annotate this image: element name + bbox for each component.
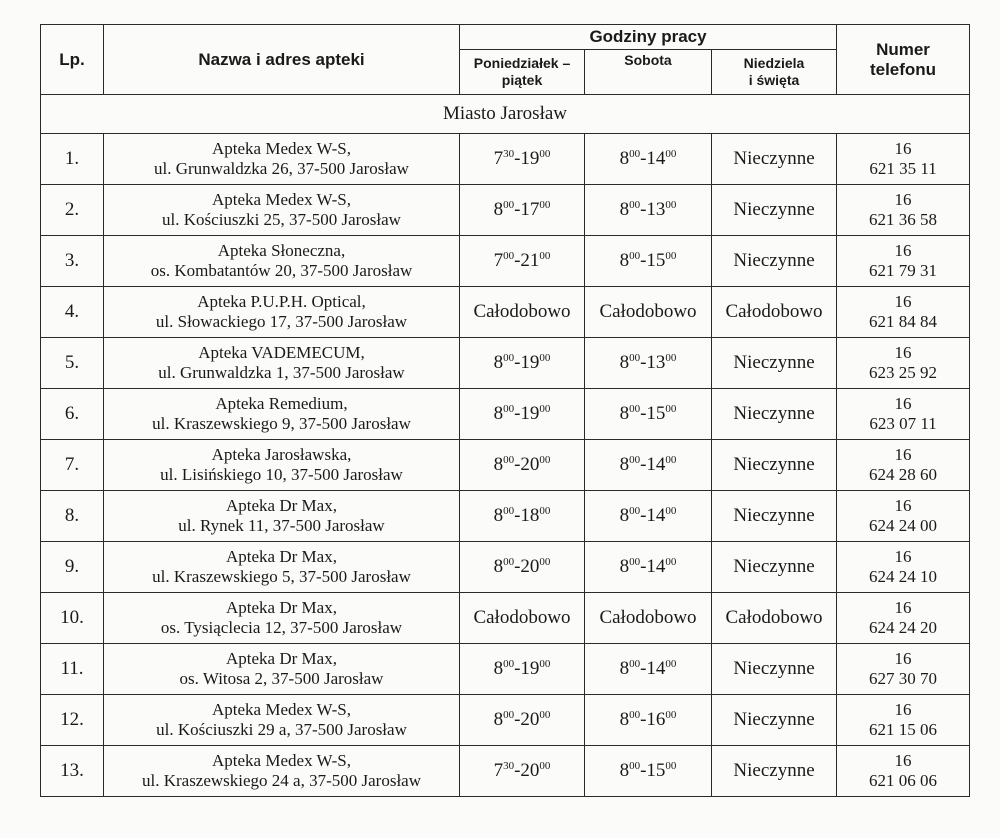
open-minute: 00: [629, 199, 641, 211]
open-minute: 00: [503, 199, 515, 211]
pharmacy-cell: [104, 440, 460, 491]
phone-area-code: 16: [894, 547, 912, 566]
pharmacy-name: Apteka Dr Max,: [226, 547, 337, 566]
phone-number: 624 24 20: [869, 618, 938, 637]
row-number: 9.: [41, 542, 104, 593]
close-minute: 00: [539, 199, 551, 211]
table-row: [41, 338, 970, 389]
phone-number: 621 06 06: [869, 771, 938, 790]
close-minute: 00: [665, 403, 677, 415]
saturday-hours: $8^{00}-14^{00}$: [585, 134, 712, 185]
weekday-hours: $8^{00}-20^{00}$: [460, 695, 585, 746]
phone-area-code: 16: [894, 649, 912, 668]
phone-area-code: 16: [894, 343, 912, 362]
pharmacy-cell: [104, 491, 460, 542]
close-minute: 00: [665, 250, 677, 262]
table-row: [41, 236, 970, 287]
pharmacy-name: Apteka P.U.P.H. Optical,: [197, 292, 366, 311]
sunday-hours: Nieczynne: [712, 338, 837, 389]
saturday-hours: $8^{00}-14^{00}$: [585, 644, 712, 695]
weekday-hours: $7^{00}-21^{00}$: [460, 236, 585, 287]
phone-cell: [837, 593, 970, 644]
table-row: [41, 440, 970, 491]
row-number: 12.: [41, 695, 104, 746]
pharmacy-cell: [104, 134, 460, 185]
weekday-hours: $8^{00}-20^{00}$: [460, 542, 585, 593]
sunday-hours: Nieczynne: [712, 389, 837, 440]
close-hour: 14: [646, 556, 666, 577]
pharmacy-address: ul. Kraszewskiego 24 a, 37-500 Jarosław: [141, 771, 421, 790]
row-number: 1.: [41, 134, 104, 185]
weekday-hours: $8^{00}-17^{00}$: [460, 185, 585, 236]
sunday-hours: Nieczynne: [712, 695, 837, 746]
header-sunday: [712, 50, 837, 95]
phone-number: 623 07 11: [869, 414, 937, 433]
phone-number: 621 35 11: [869, 159, 937, 178]
row-number: 13.: [41, 746, 104, 797]
open-hour: 8: [493, 352, 504, 373]
section-title: Miasto Jarosław: [41, 95, 970, 134]
close-hour: 15: [646, 760, 666, 781]
table-row: [41, 491, 970, 542]
close-hour: 13: [646, 199, 666, 220]
pharmacy-address: ul. Kościuszki 25, 37-500 Jarosław: [162, 210, 401, 229]
row-number: 2.: [41, 185, 104, 236]
open-minute: 00: [629, 148, 641, 160]
pharmacy-cell: [104, 746, 460, 797]
pharmacy-address: ul. Kraszewskiego 9, 37-500 Jarosław: [152, 414, 411, 433]
open-minute: 00: [629, 709, 641, 721]
close-minute: 00: [539, 658, 551, 670]
pharmacy-name: Apteka Medex W-S,: [212, 700, 351, 719]
table-row: [41, 644, 970, 695]
close-hour: 20: [520, 709, 540, 730]
open-hour: 8: [493, 658, 504, 679]
table-body: [41, 95, 970, 797]
phone-cell: [837, 644, 970, 695]
open-hour: 7: [493, 250, 504, 271]
open-minute: 00: [629, 454, 641, 466]
phone-number: 621 84 84: [869, 312, 938, 331]
header-lp: Lp.: [41, 25, 104, 95]
open-hour: 8: [493, 454, 504, 475]
row-number: 10.: [41, 593, 104, 644]
close-hour: 14: [646, 148, 666, 169]
header-phone: [837, 25, 970, 95]
saturday-hours: $8^{00}-16^{00}$: [585, 695, 712, 746]
close-minute: 00: [665, 454, 677, 466]
sunday-hours: Nieczynne: [712, 185, 837, 236]
sunday-hours: Całodobowo: [712, 287, 837, 338]
phone-area-code: 16: [894, 190, 912, 209]
weekday-hours: $8^{00}-20^{00}$: [460, 440, 585, 491]
pharmacy-cell: [104, 644, 460, 695]
table-row: [41, 542, 970, 593]
open-hour: 8: [619, 250, 630, 271]
header-weekday: [460, 50, 585, 95]
open-minute: 00: [503, 454, 515, 466]
close-minute: 00: [539, 352, 551, 364]
pharmacy-name: Apteka Medex W-S,: [212, 190, 351, 209]
pharmacy-name: Apteka Dr Max,: [226, 598, 337, 617]
weekday-hours: $7^{30}-20^{00}$: [460, 746, 585, 797]
open-hour: 8: [619, 148, 630, 169]
open-minute: 00: [629, 505, 641, 517]
close-hour: 19: [520, 352, 540, 373]
close-hour: 15: [646, 403, 666, 424]
sunday-hours: Nieczynne: [712, 134, 837, 185]
table-row: [41, 695, 970, 746]
header-weekday-line1: Poniedziałek –: [473, 55, 571, 71]
open-minute: 00: [503, 250, 515, 262]
phone-number: 624 24 00: [869, 516, 938, 535]
phone-number: 621 79 31: [869, 261, 938, 280]
saturday-hours: $8^{00}-13^{00}$: [585, 338, 712, 389]
pharmacy-cell: [104, 593, 460, 644]
pharmacy-address: os. Tysiąclecia 12, 37-500 Jarosław: [160, 618, 403, 637]
saturday-hours: $8^{00}-15^{00}$: [585, 746, 712, 797]
open-hour: 8: [619, 352, 630, 373]
phone-number: 624 24 10: [869, 567, 938, 586]
phone-number: 623 25 92: [869, 363, 938, 382]
pharmacy-address: ul. Kościuszki 29 a, 37-500 Jarosław: [156, 720, 407, 739]
open-minute: 00: [503, 709, 515, 721]
header-sunday-line2: i święta: [748, 72, 800, 88]
saturday-hours: $8^{00}-13^{00}$: [585, 185, 712, 236]
open-hour: 8: [619, 403, 630, 424]
open-hour: 8: [493, 709, 504, 730]
pharmacy-name: Apteka Medex W-S,: [212, 751, 351, 770]
open-hour: 8: [619, 505, 630, 526]
sunday-hours: Nieczynne: [712, 236, 837, 287]
phone-area-code: 16: [894, 241, 912, 260]
row-number: 3.: [41, 236, 104, 287]
table-row: [41, 185, 970, 236]
close-hour: 18: [520, 505, 540, 526]
phone-area-code: 16: [894, 292, 912, 311]
phone-cell: [837, 542, 970, 593]
table-row: [41, 389, 970, 440]
close-minute: 00: [539, 250, 551, 262]
close-minute: 00: [539, 760, 551, 772]
close-minute: 00: [539, 556, 551, 568]
phone-number: 621 15 06: [869, 720, 938, 739]
close-minute: 00: [539, 454, 551, 466]
open-minute: 00: [629, 658, 641, 670]
open-minute: 00: [503, 403, 515, 415]
pharmacy-table: [40, 24, 970, 797]
open-hour: 8: [493, 199, 504, 220]
weekday-hours: Całodobowo: [460, 593, 585, 644]
close-hour: 15: [646, 250, 666, 271]
sunday-hours: Nieczynne: [712, 491, 837, 542]
close-minute: 00: [665, 199, 677, 211]
pharmacy-cell: [104, 542, 460, 593]
pharmacy-address: os. Witosa 2, 37-500 Jarosław: [179, 669, 384, 688]
open-hour: 8: [493, 403, 504, 424]
open-hour: 8: [493, 505, 504, 526]
pharmacy-cell: [104, 236, 460, 287]
phone-number: 621 36 58: [869, 210, 938, 229]
close-hour: 14: [646, 454, 666, 475]
weekday-hours: $8^{00}-19^{00}$: [460, 389, 585, 440]
pharmacy-address: ul. Grunwaldzka 1, 37-500 Jarosław: [158, 363, 405, 382]
weekday-hours: $8^{00}-18^{00}$: [460, 491, 585, 542]
pharmacy-address: ul. Lisińskiego 10, 37-500 Jarosław: [160, 465, 403, 484]
close-minute: 00: [539, 505, 551, 517]
open-hour: 8: [619, 658, 630, 679]
phone-number: 627 30 70: [869, 669, 938, 688]
saturday-hours: Całodobowo: [585, 287, 712, 338]
close-hour: 13: [646, 352, 666, 373]
phone-cell: [837, 236, 970, 287]
open-minute: 00: [629, 760, 641, 772]
table-row: [41, 746, 970, 797]
pharmacy-name: Apteka Medex W-S,: [212, 139, 351, 158]
pharmacy-name: Apteka Remedium,: [215, 394, 348, 413]
open-hour: 8: [493, 556, 504, 577]
pharmacy-name: Apteka Dr Max,: [226, 649, 337, 668]
pharmacy-cell: [104, 185, 460, 236]
close-minute: 00: [539, 709, 551, 721]
pharmacy-name: Apteka Jarosławska,: [211, 445, 352, 464]
close-minute: 00: [665, 148, 677, 160]
header-saturday: Sobota: [585, 50, 712, 95]
sunday-hours: Nieczynne: [712, 542, 837, 593]
row-number: 7.: [41, 440, 104, 491]
open-minute: 00: [629, 250, 641, 262]
phone-area-code: 16: [894, 496, 912, 515]
phone-area-code: 16: [894, 598, 912, 617]
open-minute: 00: [629, 556, 641, 568]
table-row: [41, 593, 970, 644]
open-hour: 8: [619, 709, 630, 730]
open-minute: 30: [503, 148, 515, 160]
phone-cell: [837, 746, 970, 797]
open-hour: 8: [619, 454, 630, 475]
pharmacy-cell: [104, 287, 460, 338]
close-hour: 14: [646, 658, 666, 679]
phone-cell: [837, 389, 970, 440]
pharmacy-name: Apteka Dr Max,: [226, 496, 337, 515]
pharmacy-address: ul. Grunwaldzka 26, 37-500 Jarosław: [154, 159, 409, 178]
pharmacy-cell: [104, 695, 460, 746]
row-number: 6.: [41, 389, 104, 440]
weekday-hours: $7^{30}-19^{00}$: [460, 134, 585, 185]
phone-area-code: 16: [894, 751, 912, 770]
weekday-hours: Całodobowo: [460, 287, 585, 338]
row-number: 8.: [41, 491, 104, 542]
pharmacy-name: Apteka VADEMECUM,: [198, 343, 365, 362]
close-hour: 20: [520, 556, 540, 577]
phone-cell: [837, 134, 970, 185]
weekday-hours: $8^{00}-19^{00}$: [460, 338, 585, 389]
sunday-hours: Nieczynne: [712, 644, 837, 695]
open-hour: 8: [619, 556, 630, 577]
pharmacy-address: ul. Kraszewskiego 5, 37-500 Jarosław: [152, 567, 411, 586]
phone-area-code: 16: [894, 700, 912, 719]
row-number: 11.: [41, 644, 104, 695]
phone-area-code: 16: [894, 445, 912, 464]
close-hour: 21: [520, 250, 540, 271]
close-minute: 00: [665, 658, 677, 670]
close-hour: 16: [646, 709, 666, 730]
saturday-hours: $8^{00}-14^{00}$: [585, 440, 712, 491]
close-hour: 19: [520, 658, 540, 679]
phone-cell: [837, 440, 970, 491]
close-minute: 00: [665, 709, 677, 721]
phone-number: 624 28 60: [869, 465, 938, 484]
open-hour: 8: [619, 199, 630, 220]
pharmacy-cell: [104, 389, 460, 440]
close-hour: 19: [520, 148, 540, 169]
header-phone-line2: telefonu: [869, 59, 937, 79]
saturday-hours: $8^{00}-15^{00}$: [585, 236, 712, 287]
close-minute: 00: [665, 556, 677, 568]
saturday-hours: $8^{00}-14^{00}$: [585, 491, 712, 542]
phone-cell: [837, 185, 970, 236]
close-minute: 00: [665, 760, 677, 772]
header-phone-line1: Numer: [876, 39, 930, 59]
open-minute: 00: [629, 352, 641, 364]
close-hour: 17: [520, 199, 540, 220]
close-hour: 14: [646, 505, 666, 526]
open-minute: 00: [503, 352, 515, 364]
header-hours-group: Godziny pracy: [460, 25, 837, 50]
open-minute: 00: [629, 403, 641, 415]
saturday-hours: $8^{00}-14^{00}$: [585, 542, 712, 593]
header-name: Nazwa i adres apteki: [104, 25, 460, 95]
close-hour: 20: [520, 454, 540, 475]
row-number: 4.: [41, 287, 104, 338]
pharmacy-address: ul. Rynek 11, 37-500 Jarosław: [178, 516, 385, 535]
close-minute: 00: [665, 505, 677, 517]
open-hour: 8: [619, 760, 630, 781]
open-minute: 00: [503, 505, 515, 517]
open-hour: 7: [493, 148, 504, 169]
header-weekday-line2: piątek: [501, 72, 543, 88]
phone-cell: [837, 491, 970, 542]
close-minute: 00: [539, 148, 551, 160]
phone-cell: [837, 338, 970, 389]
sunday-hours: Nieczynne: [712, 746, 837, 797]
close-hour: 19: [520, 403, 540, 424]
sunday-hours: Całodobowo: [712, 593, 837, 644]
pharmacy-address: ul. Słowackiego 17, 37-500 Jarosław: [155, 312, 408, 331]
phone-cell: [837, 287, 970, 338]
header-sunday-line1: Niedziela: [743, 55, 805, 71]
sunday-hours: Nieczynne: [712, 440, 837, 491]
saturday-hours: $8^{00}-15^{00}$: [585, 389, 712, 440]
weekday-hours: $8^{00}-19^{00}$: [460, 644, 585, 695]
saturday-hours: Całodobowo: [585, 593, 712, 644]
table-row: [41, 134, 970, 185]
close-hour: 20: [520, 760, 540, 781]
open-minute: 00: [503, 658, 515, 670]
pharmacy-address: os. Kombatantów 20, 37-500 Jarosław: [150, 261, 413, 280]
pharmacy-cell: [104, 338, 460, 389]
close-minute: 00: [539, 403, 551, 415]
phone-area-code: 16: [894, 394, 912, 413]
close-minute: 00: [665, 352, 677, 364]
phone-cell: [837, 695, 970, 746]
row-number: 5.: [41, 338, 104, 389]
open-minute: 30: [503, 760, 515, 772]
pharmacy-name: Apteka Słoneczna,: [217, 241, 346, 260]
phone-area-code: 16: [894, 139, 912, 158]
open-hour: 7: [493, 760, 504, 781]
open-minute: 00: [503, 556, 515, 568]
table-row: [41, 287, 970, 338]
